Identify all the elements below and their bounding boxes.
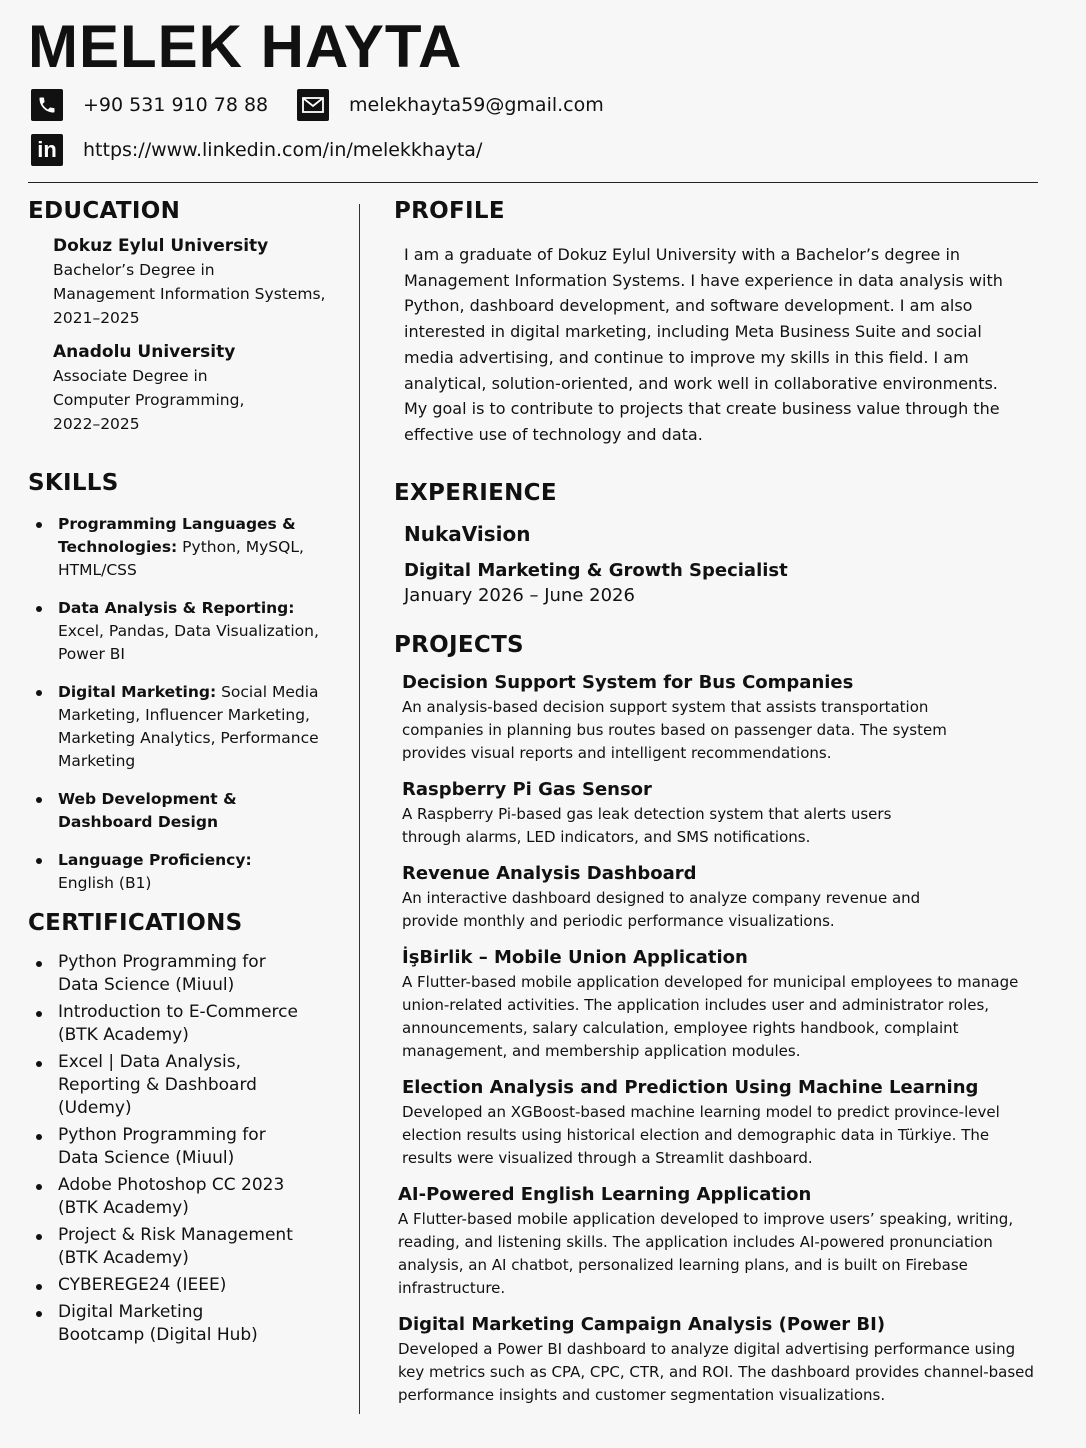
project-item	[402, 777, 1042, 849]
list-item: Adobe Photoshop CC 2023 (BTK Academy)	[28, 1174, 308, 1220]
project-description: A Flutter-based mobile application developed for municipal employees to manage union-related activities. The application includes user and administrator roles, announcements, salary calculation, employee rights handbook, complaint management, and membership application modules.	[402, 972, 1019, 1060]
project-title: Decision Support System for Bus Companies	[402, 671, 854, 693]
project-item	[402, 945, 1042, 1063]
email-address[interactable]: melekhayta59@gmail.com	[349, 94, 604, 116]
skill-text: Python, MySQL, HTML/CSS	[58, 538, 304, 579]
list-item: Python Programming for Data Science (Miuul)	[28, 951, 278, 997]
project-item	[398, 1182, 1038, 1300]
certifications-list	[28, 951, 318, 1347]
experience-company: NukaVision	[404, 521, 531, 546]
project-item	[398, 1312, 1038, 1407]
column-divider	[359, 204, 360, 1414]
project-item	[402, 1075, 1042, 1170]
list-item: Python Programming for Data Science (Miuul)	[28, 1124, 278, 1170]
phone-icon	[31, 89, 63, 121]
education-detail: Associate Degree in	[53, 367, 208, 385]
list-item: Digital Marketing Bootcamp (Digital Hub)	[28, 1301, 278, 1347]
list-item: Introduction to E-Commerce (BTK Academy)	[28, 1001, 318, 1047]
profile-title: PROFILE	[394, 198, 505, 224]
education-detail: 2021–2025	[53, 309, 140, 327]
envelope-icon	[297, 89, 329, 121]
skills-list	[28, 513, 328, 895]
experience-dates: January 2026 – June 2026	[404, 584, 635, 606]
list-item	[28, 788, 248, 834]
skill-label: Data Analysis & Reporting:	[58, 599, 295, 617]
list-item	[28, 681, 328, 773]
phone-number: +90 531 910 78 88	[83, 94, 269, 116]
project-title: Digital Marketing Campaign Analysis (Power BI)	[398, 1313, 886, 1335]
project-description: Developed an XGBoost-based machine learning model to predict province-level election results using historical election and demographic data in Türkiye. The results were visualized through a Streamlit dashboard.	[402, 1102, 1000, 1167]
list-item	[28, 849, 258, 895]
project-description: Developed a Power BI dashboard to analyze digital advertising performance using key metrics such as CPA, CPC, CTR, and ROI. The dashboard provides channel-based performance insights and customer segmentation visualizations.	[398, 1339, 1034, 1404]
skill-label: Web Development & Dashboard Design	[58, 790, 237, 831]
skills-title: SKILLS	[28, 470, 119, 496]
education-item	[53, 234, 348, 330]
skill-text: English (B1)	[58, 874, 152, 892]
list-item: CYBEREGE24 (IEEE)	[28, 1274, 318, 1297]
list-item: Excel | Data Analysis, Reporting & Dashboard (Udemy)	[28, 1051, 278, 1120]
education-detail: Management Information Systems,	[53, 285, 326, 303]
education-detail: 2022–2025	[53, 415, 140, 433]
header-divider	[28, 182, 1038, 183]
skill-text: Excel, Pandas, Data Visualization, Power BI	[58, 622, 319, 663]
list-item	[28, 597, 328, 666]
education-school: Dokuz Eylul University	[53, 236, 269, 256]
linkedin-icon: in	[31, 134, 63, 166]
skill-label: Language Proficiency:	[58, 851, 252, 869]
phone-contact	[31, 89, 268, 121]
profile-text: I am a graduate of Dokuz Eylul University with a Bachelor’s degree in Management Information Systems. I have experience in data analysis with Python, dashboard development, and software development. I am also interested in digital marketing, including Meta Business Suite and social media advertising, and continue to improve my skills in this field. I am analytical, solution-oriented, and work well in collaborative environments. My goal is to contribute to projects that create business value through the effective use of technology and data.	[404, 245, 1003, 444]
project-item	[402, 670, 1042, 765]
project-description: A Raspberry Pi-based gas leak detection system that alerts users through alarms, LED indicators, and SMS notifications.	[402, 804, 892, 846]
education-school: Anadolu University	[53, 342, 236, 362]
list-item: Project & Risk Management (BTK Academy)	[28, 1224, 318, 1270]
skill-text: Social Media Marketing, Influencer Marketing, Marketing Analytics, Performance Marketing	[58, 683, 319, 770]
list-item	[28, 513, 328, 582]
education-detail: Bachelor’s Degree in	[53, 261, 215, 279]
project-description: An interactive dashboard designed to analyze company revenue and provide monthly and periodic performance visualizations.	[402, 888, 921, 930]
project-description: A Flutter-based mobile application developed to improve users’ speaking, writing, reading, and listening skills. The application includes AI-powered pronunciation analysis, an AI chatbot, personalized learning plans, and is built on Firebase infrastructure.	[398, 1209, 1014, 1297]
education-title: EDUCATION	[28, 198, 181, 224]
project-item	[402, 861, 1042, 933]
project-title: AI-Powered English Learning Application	[398, 1183, 812, 1205]
project-title: Raspberry Pi Gas Sensor	[402, 778, 652, 800]
email-contact	[297, 89, 604, 121]
projects-title: PROJECTS	[394, 631, 524, 658]
certifications-title: CERTIFICATIONS	[28, 910, 243, 936]
project-title: Election Analysis and Prediction Using Machine Learning	[402, 1076, 979, 1098]
experience-title: EXPERIENCE	[394, 479, 557, 506]
linkedin-contact	[31, 134, 482, 166]
skill-label: Programming Languages & Technologies:	[58, 515, 296, 556]
right-column	[394, 198, 1044, 1407]
skill-label: Digital Marketing:	[58, 683, 217, 701]
project-description: An analysis-based decision support system that assists transportation companies in planning bus routes based on passenger data. The system provides visual reports and intelligent recommendations.	[402, 697, 947, 762]
education-item	[53, 340, 348, 436]
linkedin-url[interactable]: https://www.linkedin.com/in/melekkhayta/	[83, 139, 483, 161]
candidate-name: MELEK HAYTA	[28, 13, 463, 80]
experience-role: Digital Marketing & Growth Specialist	[404, 559, 788, 581]
project-title: Revenue Analysis Dashboard	[402, 862, 697, 884]
project-title: İşBirlik – Mobile Union Application	[402, 946, 748, 968]
education-detail: Computer Programming,	[53, 391, 245, 409]
left-column	[28, 198, 348, 1351]
